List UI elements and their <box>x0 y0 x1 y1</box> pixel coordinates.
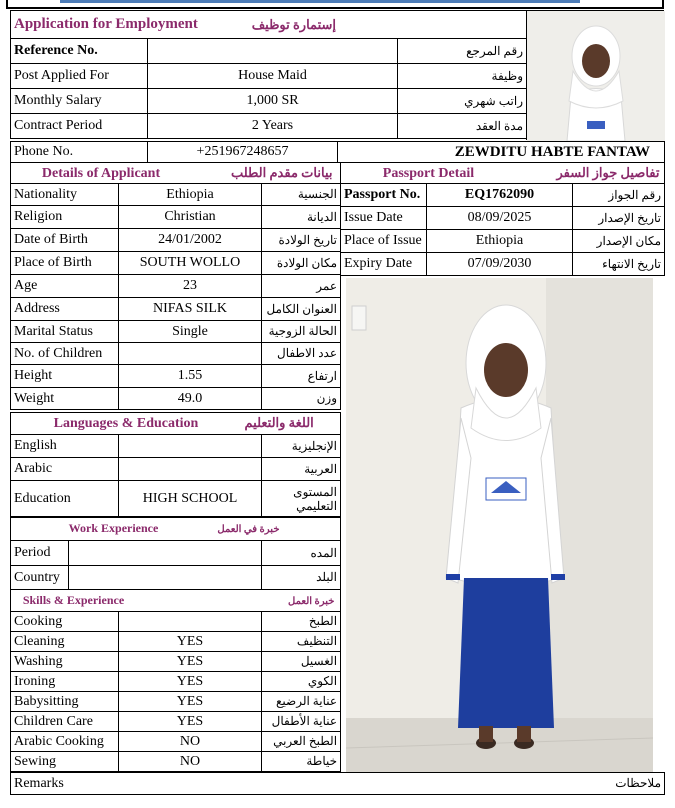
skill-value: YES <box>119 632 262 652</box>
education-label: Education <box>11 481 119 517</box>
passport-title-ar: تفاصيل جواز السفر <box>556 164 660 180</box>
detail-value: 49.0 <box>119 388 262 410</box>
skill-label: Cleaning <box>11 632 119 652</box>
detail-label: Marital Status <box>11 321 119 343</box>
detail-value <box>119 343 262 365</box>
reference-value <box>148 39 398 64</box>
language-value <box>119 458 262 481</box>
detail-label: Age <box>11 275 119 298</box>
skill-value: YES <box>119 692 262 712</box>
detail-label: Date of Birth <box>11 229 119 252</box>
detail-value: Ethiopia <box>119 184 262 206</box>
skill-value <box>119 612 262 632</box>
contract-label-ar: مدة العقد <box>398 114 527 139</box>
skill-value: NO <box>119 732 262 752</box>
salary-label: Monthly Salary <box>11 89 148 114</box>
salary-label-ar: راتب شهري <box>398 89 527 114</box>
work-title-ar: خبرة في العمل <box>217 524 280 535</box>
form-title: Application for Employment <box>11 11 148 39</box>
detail-value: 24/01/2002 <box>119 229 262 252</box>
passport-value: 07/09/2030 <box>427 253 573 276</box>
skill-label-ar: خياطة <box>262 752 341 772</box>
skill-label-ar: التنظيف <box>262 632 341 652</box>
work-label-ar: البلد <box>262 566 341 590</box>
language-value <box>119 435 262 458</box>
skill-label: Arabic Cooking <box>11 732 119 752</box>
education-value: HIGH SCHOOL <box>119 481 262 517</box>
languages-title-ar: اللغة والتعليم <box>244 415 314 430</box>
skills-title-ar: خبرة العمل <box>288 595 335 607</box>
detail-label-ar: الديانة <box>262 206 341 229</box>
top-form-table <box>10 10 527 139</box>
skill-label-ar: الطبخ العربي <box>262 732 341 752</box>
detail-value: Christian <box>119 206 262 229</box>
detail-label-ar: الحالة الزوجية <box>262 321 341 343</box>
work-header <box>11 518 341 541</box>
passport-label: Issue Date <box>341 207 427 230</box>
detail-label-ar: العنوان الكامل <box>262 298 341 321</box>
contract-value: 2 Years <box>148 114 398 139</box>
skill-label: Cooking <box>11 612 119 632</box>
post-value: House Maid <box>148 64 398 89</box>
post-label-ar: وظيفة <box>398 64 527 89</box>
detail-label: Height <box>11 365 119 388</box>
languages-table <box>10 412 341 517</box>
detail-label: Weight <box>11 388 119 410</box>
reference-label-ar: رقم المرجع <box>398 39 527 64</box>
detail-label: Religion <box>11 206 119 229</box>
detail-value: 23 <box>119 275 262 298</box>
passport-value: 08/09/2025 <box>427 207 573 230</box>
skill-label: Babysitting <box>11 692 119 712</box>
work-title: Work Experience <box>68 521 159 535</box>
passport-label: Place of Issue <box>341 230 427 253</box>
details-table <box>10 162 341 410</box>
skills-header <box>11 590 341 612</box>
passport-label-ar: مكان الإصدار <box>573 230 665 253</box>
skill-value: YES <box>119 672 262 692</box>
skill-value: NO <box>119 752 262 772</box>
language-label-ar: الإنجليزية <box>262 435 341 458</box>
remarks-table <box>10 772 665 795</box>
language-label: Arabic <box>11 458 119 481</box>
passport-label: Passport No. <box>341 184 427 207</box>
work-value <box>69 541 262 566</box>
remarks-label: Remarks <box>11 773 338 795</box>
skill-label-ar: الغسيل <box>262 652 341 672</box>
post-label: Post Applied For <box>11 64 148 89</box>
work-label: Period <box>11 541 69 566</box>
detail-label-ar: ارتفاع <box>262 365 341 388</box>
form-title-ar: إستمارة توظيف <box>148 11 527 39</box>
passport-label-ar: رقم الجواز <box>573 184 665 207</box>
work-value <box>69 566 262 590</box>
detail-label-ar: تاريخ الولادة <box>262 229 341 252</box>
skills-title: Skills & Experience <box>22 592 125 607</box>
detail-value: SOUTH WOLLO <box>119 252 262 275</box>
detail-label-ar: وزن <box>262 388 341 410</box>
passport-header <box>341 163 665 184</box>
phone-value: +251967248657 <box>148 142 338 163</box>
skill-label-ar: عناية الأطفال <box>262 712 341 732</box>
detail-label-ar: مكان الولادة <box>262 252 341 275</box>
details-header <box>11 163 341 184</box>
reference-label: Reference No. <box>11 39 148 64</box>
passport-value: Ethiopia <box>427 230 573 253</box>
detail-label: Nationality <box>11 184 119 206</box>
work-label-ar: المده <box>262 541 341 566</box>
work-label: Country <box>11 566 69 590</box>
passport-number: EQ1762090 <box>427 184 573 207</box>
language-label-ar: العربية <box>262 458 341 481</box>
salary-value: 1,000 SR <box>148 89 398 114</box>
header-accent-bar <box>60 0 580 3</box>
applicant-name: ZEWDITU HABTE FANTAW <box>338 142 665 163</box>
skill-label-ar: عناية الرضيع <box>262 692 341 712</box>
phone-name-table <box>10 141 665 163</box>
detail-label-ar: عمر <box>262 275 341 298</box>
skill-value: YES <box>119 652 262 672</box>
detail-label-ar: عدد الاطفال <box>262 343 341 365</box>
remarks-label-ar: ملاحظات <box>338 773 665 795</box>
details-title-ar: بيانات مقدم الطلب <box>230 164 333 180</box>
skill-label: Ironing <box>11 672 119 692</box>
skill-label-ar: الكوي <box>262 672 341 692</box>
passport-label: Expiry Date <box>341 253 427 276</box>
detail-label: No. of Children <box>11 343 119 365</box>
language-label: English <box>11 435 119 458</box>
phone-label: Phone No. <box>11 142 148 163</box>
detail-value: Single <box>119 321 262 343</box>
skill-label: Washing <box>11 652 119 672</box>
passport-label-ar: تاريخ الانتهاء <box>573 253 665 276</box>
languages-title: Languages & Education <box>53 416 199 431</box>
skill-value: YES <box>119 712 262 732</box>
education-label-ar: المستوى التعليمي <box>262 481 341 517</box>
detail-value: NIFAS SILK <box>119 298 262 321</box>
detail-label: Address <box>11 298 119 321</box>
contract-label: Contract Period <box>11 114 148 139</box>
skills-table <box>10 589 341 772</box>
languages-header <box>11 413 341 435</box>
detail-label-ar: الجنسية <box>262 184 341 206</box>
skill-label: Children Care <box>11 712 119 732</box>
applicant-photo-small <box>526 10 664 140</box>
details-title: Details of Applicant <box>41 165 161 181</box>
work-table <box>10 517 341 590</box>
skill-label-ar: الطبخ <box>262 612 341 632</box>
detail-label: Place of Birth <box>11 252 119 275</box>
passport-label-ar: تاريخ الإصدار <box>573 207 665 230</box>
passport-title: Passport Detail <box>382 165 475 181</box>
applicant-photo-full <box>346 278 653 772</box>
passport-table <box>340 162 665 276</box>
skill-label: Sewing <box>11 752 119 772</box>
detail-value: 1.55 <box>119 365 262 388</box>
